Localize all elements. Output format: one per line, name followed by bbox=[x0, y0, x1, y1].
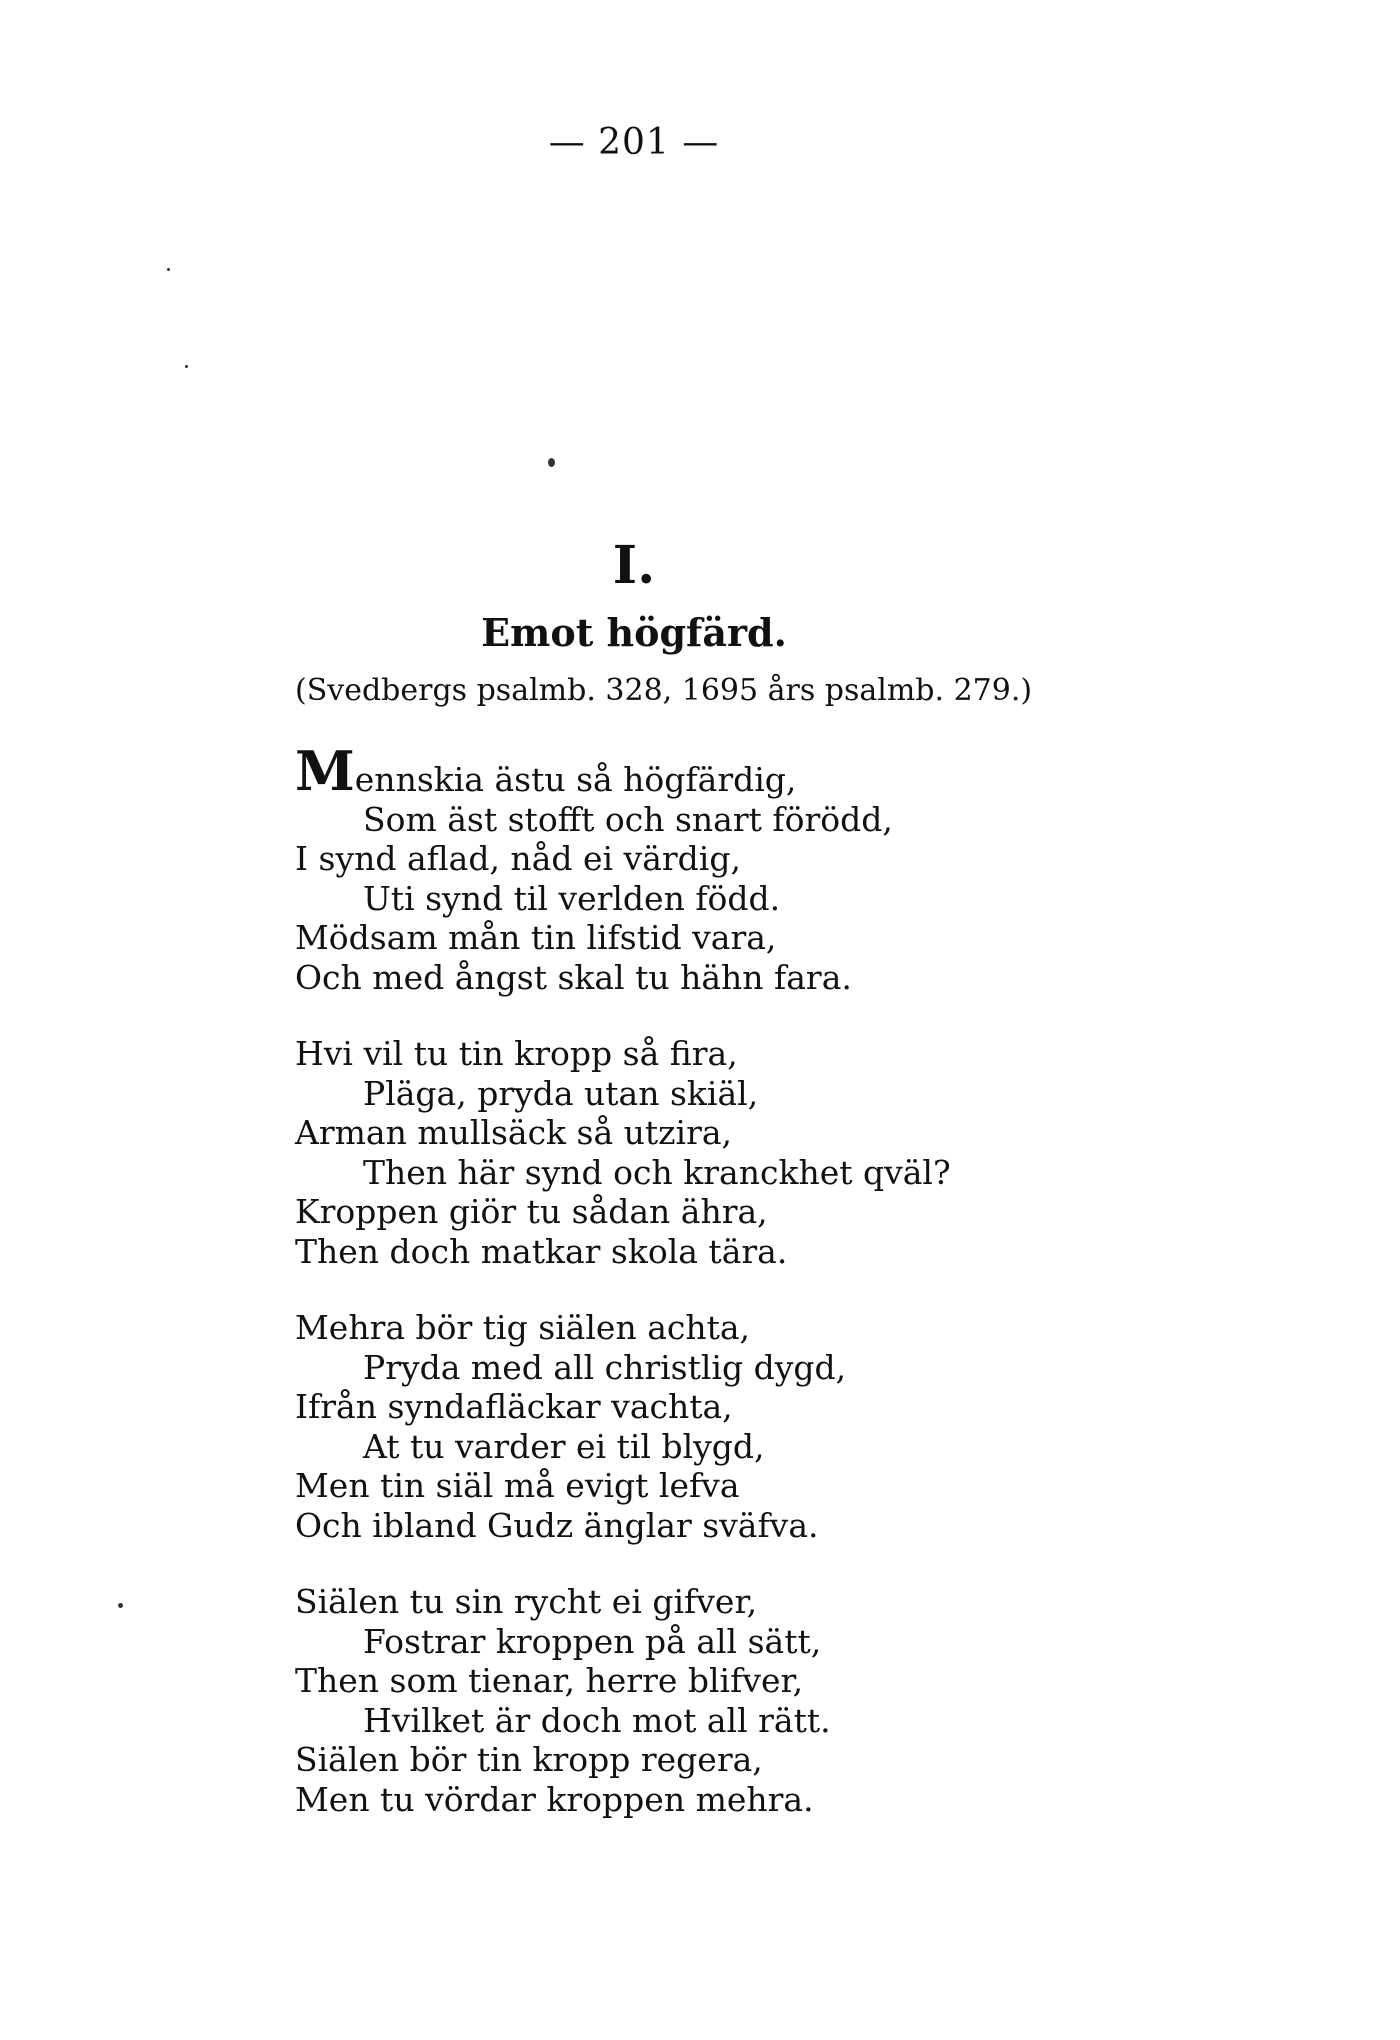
poem-line: Hvi vil tu tin kropp så fira, bbox=[295, 1034, 738, 1073]
poem-line bbox=[295, 739, 951, 803]
scan-speck bbox=[167, 268, 170, 271]
poem-line: Mehra bör tig siälen achta, bbox=[295, 1308, 751, 1347]
poem-line: Arman mullsäck så utzira, bbox=[295, 1113, 733, 1152]
section-numeral: I. bbox=[612, 535, 656, 596]
source-note: (Svedbergs psalmb. 328, 1695 års psalmb. 279.) bbox=[295, 673, 1033, 708]
drop-initial: M bbox=[295, 739, 355, 803]
stanza-3 bbox=[295, 1308, 951, 1545]
stanza-1 bbox=[295, 739, 951, 997]
stanza-4 bbox=[295, 1582, 951, 1819]
poem-line: Och med ångst skal tu hähn fara. bbox=[295, 957, 852, 997]
poem-line-text: ennskia ästu så högfärdig, bbox=[354, 760, 797, 799]
poem-line: Som äst stofft och snart förödd, bbox=[363, 799, 893, 839]
poem-line: I synd aflad, nåd ei värdig, bbox=[295, 839, 741, 878]
hymn-title: Emot högfärd. bbox=[481, 610, 787, 655]
poem-line: Mödsam mån tin lifstid vara, bbox=[295, 918, 777, 957]
poem-line: Pryda med all christlig dygd, bbox=[363, 1347, 847, 1387]
poem-line: Men tin siäl må evigt lefva bbox=[295, 1466, 740, 1505]
poem-line: Fostrar kroppen på all sätt, bbox=[363, 1621, 822, 1661]
poem-line: Hvilket är doch mot all rätt. bbox=[363, 1700, 831, 1740]
poem-line: Then doch matkar skola tära. bbox=[295, 1231, 788, 1271]
poem bbox=[295, 739, 951, 1856]
scan-speck bbox=[548, 458, 555, 467]
poem-line: Siälen tu sin rycht ei gifver, bbox=[295, 1582, 758, 1621]
poem-line: Then här synd och kranckhet qväl? bbox=[363, 1152, 951, 1192]
poem-line: Och ibland Gudz änglar sväfva. bbox=[295, 1505, 819, 1545]
poem-line: Pläga, pryda utan skiäl, bbox=[363, 1073, 759, 1113]
stanza-2 bbox=[295, 1034, 951, 1271]
poem-line: Uti synd til verlden född. bbox=[363, 878, 781, 918]
poem-line: Ifrån syndafläckar vachta, bbox=[295, 1387, 733, 1426]
poem-line: Then som tienar, herre blifver, bbox=[295, 1661, 804, 1700]
poem-line: Kroppen giör tu sådan ähra, bbox=[295, 1192, 768, 1231]
poem-line: Men tu vördar kroppen mehra. bbox=[295, 1779, 814, 1819]
poem-line: Siälen bör tin kropp regera, bbox=[295, 1740, 763, 1779]
page-number: — 201 — bbox=[548, 122, 720, 163]
poem-line: At tu varder ei til blygd, bbox=[363, 1426, 765, 1466]
scan-speck bbox=[185, 365, 188, 368]
scan-speck bbox=[118, 1603, 123, 1608]
